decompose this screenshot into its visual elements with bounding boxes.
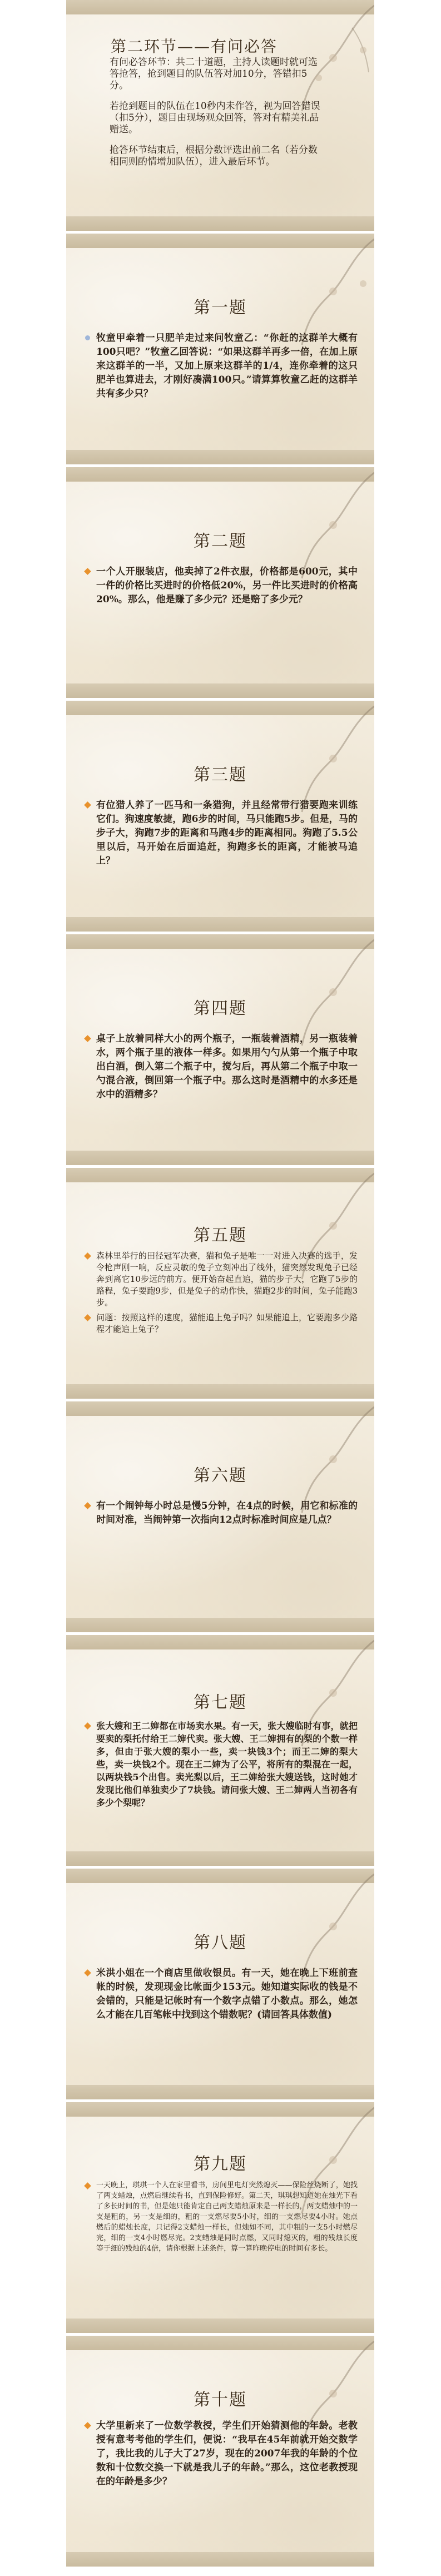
question-content: [84, 331, 358, 404]
question-slide-2: [66, 467, 374, 698]
bullet-icon: [84, 1314, 91, 1321]
question-title: 第五题: [194, 1226, 247, 1245]
question-title: 第七题: [194, 1693, 247, 1712]
slide-bottom-band: [66, 2552, 374, 2567]
question-text-wrap: [84, 565, 358, 607]
slide-bottom-band: [66, 1384, 374, 1399]
question-text: 牧童甲牵着一只肥羊走过来问牧童乙：“你赶的这群羊大概有100只吧？”牧童乙回答说：“如果这群羊再多一倍，在加上原来这群羊的一半，又加上原来这群羊的1/4，连你牵着的这只肥羊也算进去，才刚好凑满100只。”请算算牧童乙赶的这群羊共有多少只？: [96, 333, 358, 399]
slide-bottom-band: [66, 917, 374, 932]
bullet-icon: [84, 801, 91, 809]
question-slide-7: [66, 1635, 374, 1866]
question-text: 米洪小姐在一个商店里做收银员。有一天，她在晚上下班前查帐的时候，发现现金比帐面少153元。她知道实际收的钱是不会错的，只能是记帐时有一个数字点错了小数点。那么，她怎么才能在几百笔帐中找到这个错数呢？(请回答具体数值): [96, 1968, 358, 2020]
question-slide-9: [66, 2102, 374, 2333]
question-text: 有一个闹钟每小时总是慢5分钟，在4点的时候，用它和标准的时间对准，当闹钟第一次指向12点时标准时间应是几点？: [96, 1500, 358, 1525]
intro-slide: [66, 0, 374, 231]
question-slide-10: [66, 2336, 374, 2567]
question-content: [84, 1966, 358, 2025]
question-title: 第一题: [194, 298, 247, 318]
bullet-icon: [85, 335, 90, 340]
question-slide-1: [66, 234, 374, 464]
slide-bottom-band: [66, 450, 374, 464]
question-content: [84, 1032, 358, 1105]
question-text: 有位猎人养了一匹马和一条猎狗，并且经常带行猎要跑来训练它们。狗速度敏捷，跑6步的时间，马只能跑5步。但是，马的步子大，狗跑7步的距离和马跑4步的距离相同。狗跑了5.5公里以后，马开始在后面追赶，狗跑多长的距离，才能被马追上？: [96, 800, 358, 866]
question-slide-3: [66, 701, 374, 932]
question-text-wrap: [84, 331, 358, 401]
bullet-icon: [84, 2182, 91, 2189]
bullet-icon: [84, 1035, 91, 1042]
intro-rule-3: 抢答环节结束后，根据分数评选出前二名（若分数相同则酌情增加队伍），进入最后环节。: [110, 145, 318, 167]
bullet-icon: [84, 1969, 91, 1976]
question-text: 一个人开服装店，他卖掉了2件衣服，价格都是600元，其中一件的价格比买进时的价格低20%，另一件比买进时的价格高20%。那么，他是赚了多少元？还是赔了多少元？: [96, 566, 358, 605]
bullet-icon: [84, 1252, 91, 1260]
question-text: 一天晚上，琪琪一个人在家里看书，房间里电灯突然熄灭——保险丝烧断了，她找了两支蜡烛，点燃后继续看书，直到保险修好。第二天，琪琪想知道她在烛光下看了多长时间的书，但是她只能肯定自己两支蜡烛原来是一样长的，两支蜡烛中的一支是粗的，另一支是细的，粗的一支燃尽要5小时，细的一支燃尽要4小时。她点燃后的蜡烛长度，只记得2支蜡烛一样长，但烛如不同，其中粗的一支5小时燃尽完，细的一支4小时燃尽完。2支蜡烛是同时点燃，又同时熄灭的，粗的残烛长度等于细的残烛的4倍，请你根据上述条件，算一算昨晚停电的时间有多长。: [96, 2181, 358, 2253]
question-title: 第八题: [194, 1933, 247, 1953]
question-slide-5: [66, 1168, 374, 1399]
question-text-wrap: [84, 1966, 358, 2022]
question-text-wrap: [84, 2180, 358, 2254]
bullet-icon: [84, 1502, 91, 1509]
slide-bottom-band: [66, 2319, 374, 2333]
intro-body: [110, 57, 321, 177]
question-title: 第三题: [194, 765, 247, 785]
question-followup: 问题：按照这样的速度，猫能追上兔子吗？如果能追上，它要跑多少路程才能追上兔子？: [96, 1312, 358, 1334]
slide-bottom-band: [66, 1851, 374, 1866]
question-text-wrap: [84, 1032, 358, 1102]
question-content: [84, 2419, 358, 2492]
bullet-icon: [84, 1722, 91, 1730]
question-title: 第九题: [194, 2154, 247, 2174]
question-text: 森林里举行的田径冠军决赛，猫和兔子是唯一一对进入决赛的选手，发令枪声刚一响，反应灵敏的兔子立刻冲出了线外，猫突然发现兔子已经奔到离它10步远的前方。便开始奋起直追，猫的步子大，它跑了5步的路程，兔子要跑9步，但是兔子的动作快，猫跑2步的时间，兔子能跑3步。: [96, 1251, 358, 1307]
slide-bottom-band: [66, 1618, 374, 1632]
bullet-icon: [84, 568, 91, 575]
question-slide-8: [66, 1869, 374, 2099]
question-text-wrap: [84, 1499, 358, 1527]
question-content: [84, 1720, 358, 1812]
question-text: 桌子上放着同样大小的两个瓶子，一瓶装着酒精，另一瓶装着水，两个瓶子里的液体一样多。如果用勺勺从第一个瓶子中取出白酒，倒入第二个瓶子中，搅匀后，再从第二个瓶子中取一勺混合液，倒回第一个瓶子中。那么这时是酒精中的水多还是水中的酒精多？: [96, 1033, 358, 1100]
question-title: 第六题: [194, 1466, 247, 1485]
question-title: 第十题: [194, 2390, 247, 2410]
intro-rule-2: 若抢到题目的队伍在10秒内未作答，视为回答错误（扣5分），题目由现场观众回答，答对有精美礼品赠送。: [110, 101, 320, 135]
question-content: [84, 2180, 358, 2257]
question-text-wrap: [84, 1720, 358, 1809]
slide-bottom-band: [66, 216, 374, 231]
bullet-icon: [84, 2422, 91, 2429]
slide-bottom-band: [66, 1151, 374, 1165]
question-text-wrap: [84, 1250, 358, 1309]
question-text: 大学里新来了一位数学教授，学生们开始猜测他的年龄。老教授有意考考他的学生们，便说：“我早在45年前就开始交数学了，我比我的儿子大了27岁，现在的2007年我的年龄的个位数和十位数交换一下就是我儿子的年龄。”那么，这位老教授现在的年龄是多少？: [96, 2420, 358, 2487]
question-text: 张大嫂和王二婶都在市场卖水果。有一天，张大嫂临时有事，就把要卖的梨托付给王二婶代卖。张大嫂、王二婶拥有的梨的个数一样多，但由于张大嫂的梨小一些，卖一块钱3个；而王二婶的梨大些，卖一块钱2个。现在王二婶为了公平，将所有的梨混在一起，以两块钱5个出售。卖光梨以后，王二婶给张大嫂送钱，这时她才发现比他们单独卖少了7块钱。请问张大嫂、王二婶两人当初各有多少个梨呢？: [96, 1721, 358, 1808]
question-content: [84, 1499, 358, 1530]
question-content: [84, 565, 358, 610]
question-content: [84, 799, 358, 871]
question-title: 第四题: [194, 999, 247, 1018]
question-slide-4: [66, 934, 374, 1165]
question-text-wrap: [84, 799, 358, 868]
slide-bottom-band: [66, 2085, 374, 2099]
intro-rule-1: 有问必答环节：共二十道题，主持人读题时就可选答抢答，抢到题目的队伍答对加10分，答错扣5分。: [110, 57, 318, 91]
intro-title: 第二环节——有问必答: [111, 37, 278, 56]
slide-bottom-band: [66, 683, 374, 698]
question-followup-wrap: [84, 1312, 358, 1335]
question-content: [84, 1250, 358, 1339]
question-slide-6: [66, 1401, 374, 1632]
question-text-wrap: [84, 2419, 358, 2489]
question-title: 第二题: [194, 532, 247, 551]
